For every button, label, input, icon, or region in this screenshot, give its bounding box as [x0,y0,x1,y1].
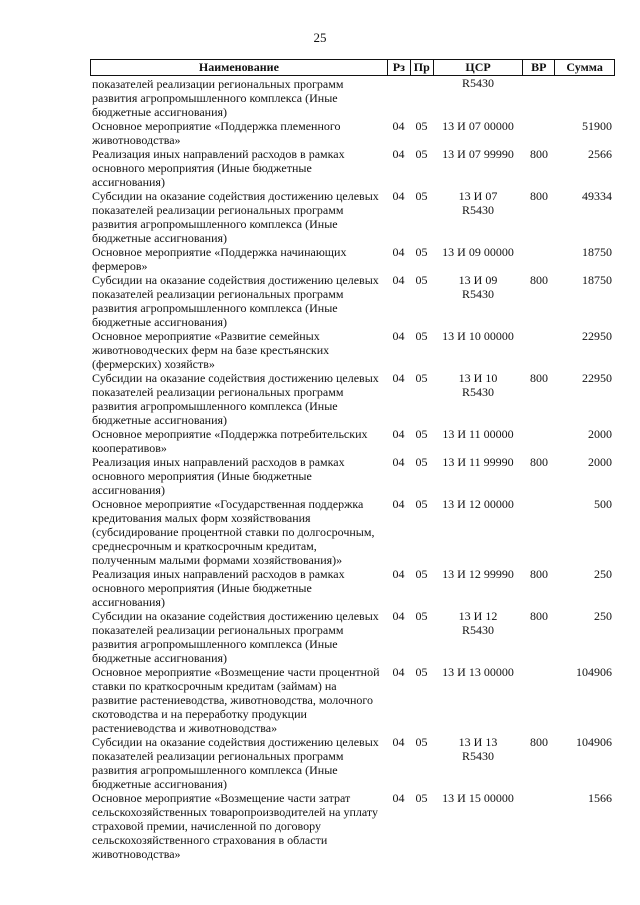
cell-name-line: Субсидии на оказание содействия достижению целевых [92,371,379,385]
cell-csr [433,665,523,735]
cell-name [90,77,387,119]
cell-sum [555,76,615,119]
table-row [90,427,615,455]
table-row [90,455,615,497]
cell-name-line: Основное мероприятие «Поддержка племенного [92,119,341,133]
cell-name-line: показателей реализации региональных программ [92,77,344,91]
cell-name-line: (субсидирование процентной ставки по долгосрочным, [92,525,375,539]
cell-sum-line: 250 [594,567,612,581]
cell-name-line: ассигнования) [92,595,165,609]
table-body [90,76,615,861]
cell-csr [433,273,523,329]
cell-name-line: Основное мероприятие «Возмещение части процентной [92,665,380,679]
cell-sum-line: 18750 [582,273,612,287]
header-vr: ВР [522,60,554,75]
cell-name-line: показателей реализации региональных программ [92,287,344,301]
cell-name-line: животноводства» [92,133,181,147]
cell-csr-line: 13 И 07 [458,189,498,203]
cell-vr-line: 800 [530,273,548,287]
cell-sum [555,791,615,861]
cell-csr [433,455,523,497]
cell-name-line: Реализация иных направлений расходов в рамках [92,147,345,161]
cell-pr [410,329,433,371]
cell-sum-line: 18750 [582,245,612,259]
cell-csr-line: 13 И 09 [458,273,498,287]
cell-rz-line: 04 [392,273,405,287]
cell-pr [410,791,433,861]
header-pr: Пр [410,60,433,75]
cell-name-line: Субсидии на оказание содействия достижению целевых [92,735,379,749]
cell-sum-line: 250 [594,609,612,623]
cell-name-line: полученным малыми формами хозяйствования)» [92,553,343,567]
cell-vr [523,735,555,791]
cell-name [90,497,387,567]
cell-vr [523,427,555,455]
cell-vr-line: 800 [530,371,548,385]
table-row [90,665,615,735]
cell-name [90,371,387,427]
cell-sum [555,273,615,329]
cell-pr-line: 05 [415,189,428,203]
cell-sum-line: 2566 [588,147,612,161]
cell-rz-line: 04 [392,245,405,259]
cell-rz-line: 04 [392,371,405,385]
cell-csr-line: R5430 [461,287,494,301]
cell-vr [523,273,555,329]
cell-sum-line: 104906 [576,665,612,679]
cell-name-line: развития агропромышленного комплекса (Иные [92,301,338,315]
cell-rz [387,273,410,329]
cell-name-line: показателей реализации региональных программ [92,623,344,637]
cell-pr [410,371,433,427]
cell-csr [433,147,523,189]
cell-csr-line: 13 И 12 99990 [442,567,514,581]
cell-name [90,791,387,861]
cell-sum [555,329,615,371]
cell-name-line: кредитования малых форм хозяйствования [92,511,311,525]
table-header [90,59,615,76]
cell-name [90,427,387,455]
cell-name-line: сельскохозяйственного страхования в области [92,833,328,847]
cell-csr-line: 13 И 11 99990 [442,455,514,469]
cell-name-line: Основное мероприятие «Поддержка потребительских [92,427,368,441]
cell-rz [387,665,410,735]
cell-pr-line: 05 [415,427,428,441]
cell-name-line: сельскохозяйственных товаропроизводителей на уплату [92,805,378,819]
cell-pr-line: 05 [415,273,428,287]
cell-name-line: показателей реализации региональных программ [92,749,344,763]
budget-table [90,59,615,861]
header-rz: Рз [387,60,410,75]
cell-name-line: животноводства» [92,847,181,861]
cell-name [90,189,387,245]
cell-pr-line: 05 [415,791,428,805]
cell-rz [387,567,410,609]
cell-name [90,567,387,609]
cell-sum [555,371,615,427]
cell-csr-line: 13 И 15 00000 [442,791,514,805]
cell-name-line: Субсидии на оказание содействия достижению целевых [92,273,379,287]
cell-sum [555,497,615,567]
cell-vr-line: 800 [530,735,548,749]
cell-rz [387,497,410,567]
cell-pr [410,273,433,329]
cell-pr [410,245,433,273]
cell-name-line: развитие растениеводства, животноводства, молочного [92,693,374,707]
cell-vr [523,567,555,609]
cell-sum-line: 500 [594,497,612,511]
cell-name-line: развития агропромышленного комплекса (Иные [92,637,338,651]
cell-csr [433,497,523,567]
cell-sum [555,455,615,497]
cell-pr [410,455,433,497]
table-row [90,735,615,791]
cell-name [90,609,387,665]
cell-rz [387,189,410,245]
cell-name-line: основного мероприятия (Иные бюджетные [92,161,312,175]
cell-name-line: ставки по краткосрочным кредитам (займам) на [92,679,337,693]
cell-sum [555,147,615,189]
cell-vr [523,371,555,427]
cell-sum [555,665,615,735]
cell-pr-line: 05 [415,455,428,469]
table-row [90,76,615,119]
cell-vr-line: 800 [530,189,548,203]
cell-vr [523,609,555,665]
cell-csr-line: R5430 [461,623,494,637]
cell-name-line: основного мероприятия (Иные бюджетные [92,581,312,595]
cell-name-line: показателей реализации региональных программ [92,203,344,217]
cell-pr-line: 05 [415,735,428,749]
cell-csr [433,76,523,119]
cell-csr [433,119,523,147]
cell-vr [523,455,555,497]
cell-csr-line: 13 И 12 00000 [442,497,514,511]
cell-name-line: Основное мероприятие «Поддержка начинающих [92,245,347,259]
cell-pr [410,665,433,735]
cell-rz [387,329,410,371]
cell-name-line: кооперативов» [92,441,167,455]
cell-csr-line: R5430 [461,76,494,90]
cell-pr [410,497,433,567]
cell-vr-line: 800 [530,609,548,623]
cell-csr-line: 13 И 11 00000 [442,427,514,441]
cell-name-line: бюджетные ассигнования) [92,231,228,245]
cell-vr [523,665,555,735]
cell-pr-line: 05 [415,329,428,343]
cell-name-line: животноводческих ферм на базе крестьянских [92,343,330,357]
cell-csr [433,329,523,371]
cell-name-line: ассигнования) [92,175,165,189]
cell-pr [410,119,433,147]
cell-csr-line: 13 И 07 99990 [442,147,514,161]
cell-csr-line: 13 И 10 00000 [442,329,514,343]
cell-name [90,455,387,497]
cell-vr [523,147,555,189]
cell-sum-line: 104906 [576,735,612,749]
table-row [90,273,615,329]
cell-vr [523,791,555,861]
cell-csr [433,567,523,609]
cell-rz-line: 04 [392,119,405,133]
cell-rz [387,609,410,665]
cell-sum [555,567,615,609]
cell-pr [410,609,433,665]
cell-name-line: развития агропромышленного комплекса (Иные [92,763,338,777]
cell-sum [555,245,615,273]
cell-sum-line: 49334 [582,189,612,203]
cell-csr-line: R5430 [461,749,494,763]
cell-rz-line: 04 [392,609,405,623]
cell-name-line: Реализация иных направлений расходов в рамках [92,567,345,581]
cell-rz [387,76,410,119]
cell-sum [555,189,615,245]
cell-name-line: бюджетные ассигнования) [92,105,228,119]
cell-rz [387,735,410,791]
cell-vr [523,189,555,245]
cell-name-line: бюджетные ассигнования) [92,651,228,665]
cell-sum-line: 22950 [582,329,612,343]
cell-pr-line: 05 [415,497,428,511]
cell-rz-line: 04 [392,791,405,805]
cell-rz [387,371,410,427]
cell-csr-line: 13 И 13 [458,735,498,749]
cell-name-line: страховой премии, начисленной по договору [92,819,321,833]
cell-vr-line: 800 [530,567,548,581]
cell-name-line: среднесрочным и краткосрочным кредитам, [92,539,317,553]
cell-name-line: ассигнования) [92,483,165,497]
cell-rz [387,455,410,497]
cell-name-line: бюджетные ассигнования) [92,413,228,427]
cell-pr-line: 05 [415,245,428,259]
cell-name [90,273,387,329]
cell-rz [387,119,410,147]
cell-rz-line: 04 [392,497,405,511]
cell-pr-line: 05 [415,567,428,581]
cell-csr-line: 13 И 12 [458,609,498,623]
cell-rz [387,245,410,273]
cell-csr-line: 13 И 07 00000 [442,119,514,133]
cell-name-line: показателей реализации региональных программ [92,385,344,399]
cell-name-line: Субсидии на оказание содействия достижению целевых [92,189,379,203]
page-number: 25 [313,30,327,45]
cell-name-line: бюджетные ассигнования) [92,315,228,329]
cell-name-line: растениеводства и животноводства» [92,721,278,735]
cell-name [90,147,387,189]
cell-pr-line: 05 [415,609,428,623]
cell-name-line: Субсидии на оказание содействия достижению целевых [92,609,379,623]
cell-csr [433,791,523,861]
cell-csr [433,609,523,665]
header-csr: ЦСР [433,60,523,75]
cell-pr-line: 05 [415,119,428,133]
cell-pr [410,189,433,245]
cell-sum [555,609,615,665]
cell-name-line: Основное мероприятие «Возмещение части затрат [92,791,351,805]
cell-pr-line: 05 [415,147,428,161]
cell-name [90,735,387,791]
table-row [90,189,615,245]
table-row [90,245,615,273]
cell-rz-line: 04 [392,665,405,679]
table-row [90,119,615,147]
cell-rz-line: 04 [392,735,405,749]
cell-name-line: Реализация иных направлений расходов в рамках [92,455,345,469]
cell-name-line: развития агропромышленного комплекса (Иные [92,91,338,105]
cell-csr-line: 13 И 10 [458,371,498,385]
cell-csr [433,189,523,245]
cell-csr [433,245,523,273]
cell-name-line: развития агропромышленного комплекса (Иные [92,217,338,231]
cell-vr-line: 800 [530,147,548,161]
cell-name-line: основного мероприятия (Иные бюджетные [92,469,312,483]
cell-rz-line: 04 [392,329,405,343]
cell-csr-line: 13 И 09 00000 [442,245,514,259]
cell-rz-line: 04 [392,567,405,581]
cell-name-line: развития агропромышленного комплекса (Иные [92,399,338,413]
cell-name-line: Основное мероприятие «Развитие семейных [92,329,320,343]
cell-rz-line: 04 [392,455,405,469]
cell-vr [523,119,555,147]
cell-name-line: (фермерских) хозяйств» [92,357,215,371]
cell-sum [555,427,615,455]
cell-csr [433,427,523,455]
table-row [90,791,615,861]
table-row [90,371,615,427]
header-name: Наименование [198,60,279,74]
cell-csr-line: 13 И 13 00000 [442,665,514,679]
cell-sum-line: 2000 [588,455,612,469]
cell-name-line: скотоводства и на переработку продукции [92,707,307,721]
cell-sum-line: 2000 [588,427,612,441]
cell-pr [410,735,433,791]
cell-rz [387,791,410,861]
cell-pr [410,567,433,609]
cell-vr [523,76,555,119]
cell-vr [523,329,555,371]
cell-rz [387,427,410,455]
cell-vr-line: 800 [530,455,548,469]
cell-pr [410,76,433,119]
cell-pr [410,147,433,189]
cell-vr [523,497,555,567]
cell-pr-line: 05 [415,371,428,385]
cell-sum [555,119,615,147]
table-row [90,609,615,665]
cell-rz [387,147,410,189]
cell-pr-line: 05 [415,665,428,679]
header-sum: Сумма [554,60,614,75]
cell-rz-line: 04 [392,427,405,441]
cell-name-line: Основное мероприятие «Государственная поддержка [92,497,364,511]
cell-name-line: бюджетные ассигнования) [92,777,228,791]
table-row [90,497,615,567]
cell-rz-line: 04 [392,189,405,203]
cell-name-line: фермеров» [92,259,148,273]
cell-csr-line: R5430 [461,203,494,217]
table-row [90,329,615,371]
cell-vr [523,245,555,273]
cell-sum-line: 22950 [582,371,612,385]
cell-csr [433,735,523,791]
cell-pr [410,427,433,455]
cell-name [90,665,387,735]
cell-name [90,329,387,371]
cell-name [90,245,387,273]
table-row [90,147,615,189]
cell-rz-line: 04 [392,147,405,161]
cell-csr-line: R5430 [461,385,494,399]
cell-name [90,119,387,147]
cell-sum [555,735,615,791]
cell-sum-line: 1566 [588,791,612,805]
cell-csr [433,371,523,427]
cell-sum-line: 51900 [582,119,612,133]
table-row [90,567,615,609]
